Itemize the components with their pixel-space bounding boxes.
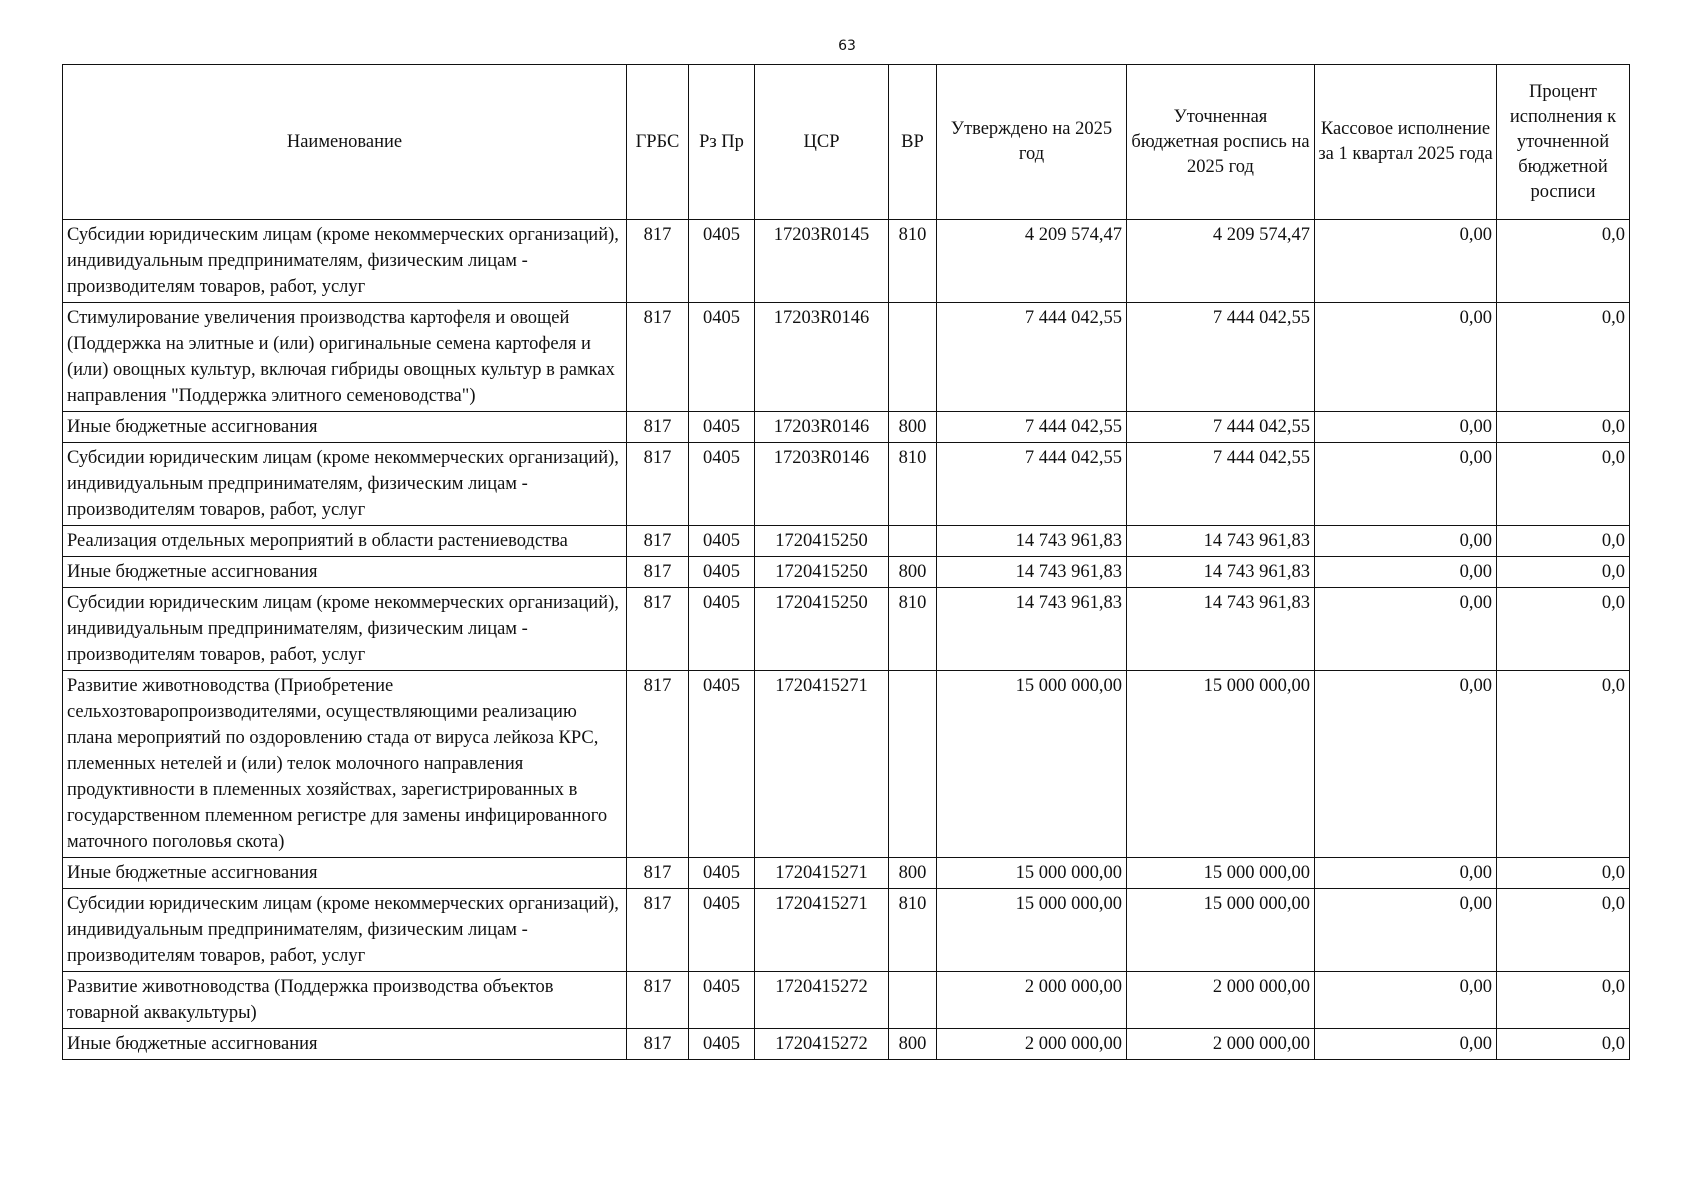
cell-cash: 0,00	[1315, 671, 1497, 858]
cell-grbs: 817	[627, 889, 689, 972]
cell-name: Субсидии юридическим лицам (кроме некоммерческих организаций), индивидуальным предпринимателям, физическим лицам - производителям товаров, работ, услуг	[63, 443, 627, 526]
table-row	[63, 972, 1630, 1029]
cell-percent: 0,0	[1497, 443, 1630, 526]
cell-rzpr: 0405	[689, 671, 755, 858]
cell-cash: 0,00	[1315, 412, 1497, 443]
header-row	[63, 65, 1630, 220]
cell-grbs: 817	[627, 526, 689, 557]
cell-csr: 17203R0145	[755, 220, 889, 303]
cell-rzpr: 0405	[689, 526, 755, 557]
cell-name: Стимулирование увеличения производства картофеля и овощей (Поддержка на элитные и (или) оригинальные семена картофеля и (или) овощных культур, включая гибриды овощных культур в рамках направления "Поддержка элитного семеноводства")	[63, 303, 627, 412]
table-row	[63, 303, 1630, 412]
cell-approved: 7 444 042,55	[937, 412, 1127, 443]
cell-rzpr: 0405	[689, 303, 755, 412]
cell-percent: 0,0	[1497, 526, 1630, 557]
cell-cash: 0,00	[1315, 557, 1497, 588]
cell-percent: 0,0	[1497, 588, 1630, 671]
budget-table	[62, 64, 1630, 1060]
table-row	[63, 557, 1630, 588]
cell-rzpr: 0405	[689, 858, 755, 889]
header-name: Наименование	[63, 65, 627, 220]
cell-csr: 1720415250	[755, 526, 889, 557]
table-row	[63, 858, 1630, 889]
cell-csr: 17203R0146	[755, 412, 889, 443]
cell-approved: 7 444 042,55	[937, 443, 1127, 526]
cell-approved: 4 209 574,47	[937, 220, 1127, 303]
cell-vr	[889, 526, 937, 557]
cell-vr: 800	[889, 412, 937, 443]
cell-vr: 810	[889, 889, 937, 972]
cell-csr: 1720415272	[755, 1029, 889, 1060]
table-row	[63, 220, 1630, 303]
cell-csr: 1720415272	[755, 972, 889, 1029]
cell-percent: 0,0	[1497, 972, 1630, 1029]
cell-grbs: 817	[627, 303, 689, 412]
cell-rzpr: 0405	[689, 443, 755, 526]
header-vr: ВР	[889, 65, 937, 220]
header-percent: Процент исполнения к уточненной бюджетной росписи	[1497, 65, 1630, 220]
cell-name: Реализация отдельных мероприятий в области растениеводства	[63, 526, 627, 557]
cell-refined: 14 743 961,83	[1127, 588, 1315, 671]
cell-cash: 0,00	[1315, 588, 1497, 671]
cell-cash: 0,00	[1315, 972, 1497, 1029]
header-approved: Утверждено на 2025 год	[937, 65, 1127, 220]
cell-csr: 17203R0146	[755, 443, 889, 526]
cell-vr	[889, 303, 937, 412]
cell-csr: 1720415271	[755, 858, 889, 889]
cell-refined: 7 444 042,55	[1127, 443, 1315, 526]
cell-grbs: 817	[627, 858, 689, 889]
cell-vr: 800	[889, 557, 937, 588]
header-refined: Уточненная бюджетная роспись на 2025 год	[1127, 65, 1315, 220]
cell-csr: 1720415250	[755, 557, 889, 588]
table-row	[63, 671, 1630, 858]
cell-vr	[889, 671, 937, 858]
table-body	[63, 220, 1630, 1060]
cell-percent: 0,0	[1497, 671, 1630, 858]
cell-refined: 15 000 000,00	[1127, 889, 1315, 972]
table-row	[63, 1029, 1630, 1060]
table-row	[63, 588, 1630, 671]
cell-approved: 15 000 000,00	[937, 858, 1127, 889]
cell-percent: 0,0	[1497, 889, 1630, 972]
cell-name: Иные бюджетные ассигнования	[63, 1029, 627, 1060]
cell-name: Развитие животноводства (Приобретение сельхозтоваропроизводителями, осуществляющими реализацию плана мероприятий по оздоровлению стада от вируса лейкоза КРС, племенных нетелей и (или) телок молочного направления продуктивности в племенных хозяйствах, зарегистрированных в государственном племенном регистре для замены инфицированного маточного поголовья скота)	[63, 671, 627, 858]
cell-grbs: 817	[627, 220, 689, 303]
cell-vr: 810	[889, 443, 937, 526]
table-row	[63, 526, 1630, 557]
cell-vr: 810	[889, 220, 937, 303]
cell-csr: 1720415271	[755, 671, 889, 858]
cell-name: Субсидии юридическим лицам (кроме некоммерческих организаций), индивидуальным предпринимателям, физическим лицам - производителям товаров, работ, услуг	[63, 889, 627, 972]
cell-grbs: 817	[627, 588, 689, 671]
table-row	[63, 412, 1630, 443]
cell-rzpr: 0405	[689, 557, 755, 588]
cell-approved: 15 000 000,00	[937, 671, 1127, 858]
cell-cash: 0,00	[1315, 526, 1497, 557]
cell-csr: 1720415271	[755, 889, 889, 972]
cell-percent: 0,0	[1497, 412, 1630, 443]
cell-rzpr: 0405	[689, 220, 755, 303]
cell-rzpr: 0405	[689, 412, 755, 443]
cell-refined: 14 743 961,83	[1127, 557, 1315, 588]
cell-rzpr: 0405	[689, 1029, 755, 1060]
cell-cash: 0,00	[1315, 220, 1497, 303]
table-row	[63, 443, 1630, 526]
cell-approved: 14 743 961,83	[937, 557, 1127, 588]
cell-grbs: 817	[627, 412, 689, 443]
cell-vr: 800	[889, 858, 937, 889]
cell-percent: 0,0	[1497, 1029, 1630, 1060]
cell-approved: 7 444 042,55	[937, 303, 1127, 412]
cell-grbs: 817	[627, 443, 689, 526]
cell-refined: 7 444 042,55	[1127, 303, 1315, 412]
cell-cash: 0,00	[1315, 303, 1497, 412]
cell-rzpr: 0405	[689, 889, 755, 972]
cell-rzpr: 0405	[689, 588, 755, 671]
cell-name: Иные бюджетные ассигнования	[63, 557, 627, 588]
header-cash: Кассовое исполнение за 1 квартал 2025 года	[1315, 65, 1497, 220]
cell-refined: 14 743 961,83	[1127, 526, 1315, 557]
cell-refined: 4 209 574,47	[1127, 220, 1315, 303]
cell-percent: 0,0	[1497, 303, 1630, 412]
cell-vr: 800	[889, 1029, 937, 1060]
cell-csr: 1720415250	[755, 588, 889, 671]
cell-cash: 0,00	[1315, 858, 1497, 889]
cell-name: Иные бюджетные ассигнования	[63, 858, 627, 889]
cell-approved: 2 000 000,00	[937, 972, 1127, 1029]
cell-grbs: 817	[627, 557, 689, 588]
cell-approved: 2 000 000,00	[937, 1029, 1127, 1060]
cell-rzpr: 0405	[689, 972, 755, 1029]
cell-cash: 0,00	[1315, 889, 1497, 972]
header-rzpr: Рз Пр	[689, 65, 755, 220]
cell-refined: 7 444 042,55	[1127, 412, 1315, 443]
cell-percent: 0,0	[1497, 557, 1630, 588]
cell-percent: 0,0	[1497, 858, 1630, 889]
cell-vr	[889, 972, 937, 1029]
cell-name: Развитие животноводства (Поддержка производства объектов товарной аквакультуры)	[63, 972, 627, 1029]
cell-grbs: 817	[627, 1029, 689, 1060]
page-number: 63	[838, 38, 856, 54]
cell-name: Субсидии юридическим лицам (кроме некоммерческих организаций), индивидуальным предпринимателям, физическим лицам - производителям товаров, работ, услуг	[63, 588, 627, 671]
header-csr: ЦСР	[755, 65, 889, 220]
cell-grbs: 817	[627, 671, 689, 858]
cell-grbs: 817	[627, 972, 689, 1029]
cell-refined: 15 000 000,00	[1127, 858, 1315, 889]
cell-cash: 0,00	[1315, 443, 1497, 526]
cell-refined: 2 000 000,00	[1127, 972, 1315, 1029]
cell-approved: 15 000 000,00	[937, 889, 1127, 972]
table-row	[63, 889, 1630, 972]
header-grbs: ГРБС	[627, 65, 689, 220]
cell-approved: 14 743 961,83	[937, 588, 1127, 671]
cell-csr: 17203R0146	[755, 303, 889, 412]
cell-refined: 15 000 000,00	[1127, 671, 1315, 858]
cell-percent: 0,0	[1497, 220, 1630, 303]
cell-vr: 810	[889, 588, 937, 671]
cell-approved: 14 743 961,83	[937, 526, 1127, 557]
cell-refined: 2 000 000,00	[1127, 1029, 1315, 1060]
cell-cash: 0,00	[1315, 1029, 1497, 1060]
cell-name: Субсидии юридическим лицам (кроме некоммерческих организаций), индивидуальным предпринимателям, физическим лицам - производителям товаров, работ, услуг	[63, 220, 627, 303]
cell-name: Иные бюджетные ассигнования	[63, 412, 627, 443]
